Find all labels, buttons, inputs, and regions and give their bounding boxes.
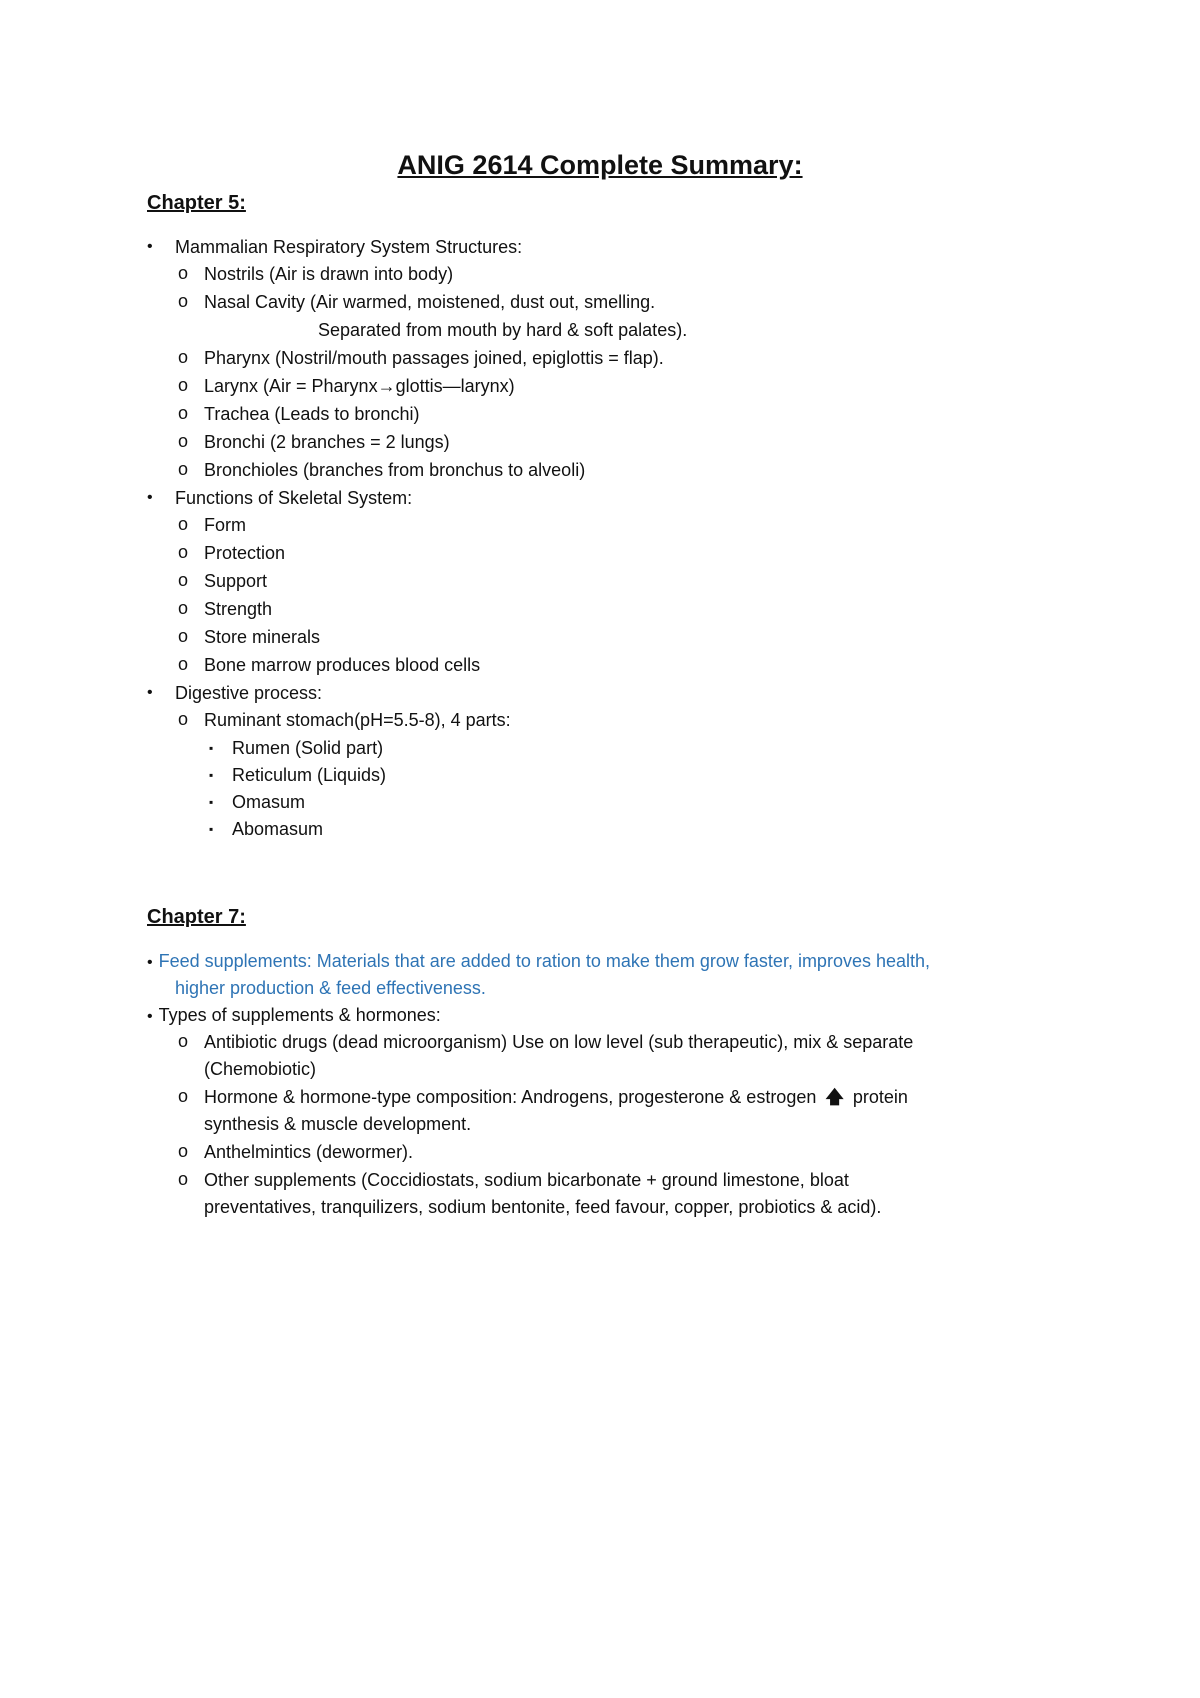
sub-bullet-icon: o — [178, 375, 189, 395]
list-item: o Nasal Cavity (Air warmed, moistened, dust out, smelling. — [178, 291, 656, 312]
list-item-continuation: synthesis & muscle development. — [204, 1114, 472, 1134]
list-item: o Pharynx (Nostril/mouth passages joined, epiglottis = flap). — [178, 347, 664, 368]
sub-bullet-icon: o — [178, 598, 189, 618]
list-item: o Hormone & hormone-type composition: Androgens, progesterone & estrogen 🡅 protein — [178, 1086, 908, 1108]
sub-bullet-icon: o — [178, 514, 189, 534]
sub-bullet-icon: o — [178, 1031, 189, 1051]
sub-bullet-icon: o — [178, 709, 189, 729]
sub-bullet-icon: o — [178, 1141, 189, 1161]
document-page: ANIG 2614 Complete Summary: Chapter 5: • Mammalian Respiratory System Structures: o Nostrils (Air is drawn into body) o Nasal Cavity (Air warmed, moistened, dust out, smelling. Separated from mouth by hard & soft palates). o Pharynx (Nostril/mouth passages joined, epiglottis = flap). o Larynx (Air = Pharynx→glottis—larynx) o Trachea (Leads to bronchi) o Bronchi (2 branches = 2 lungs) o Bronchioles (branches from bronchus to alveoli) • Functions of Skeletal System: o Form o Protection o Support o Strength o Store minerals o Bone marrow produces blood cells • Digestive process: o Ruminant stomach(pH=5.5-8), 4 parts: ▪ Rumen (Solid part) ▪ Reticulum (Liquids) ▪ Omasum ▪ Abomasum Chapter 7: • Feed supplements: Materials that are added to ration to make them grow faster, improves health, higher production & feed effectiveness. • Types of supplements & hormones: o Antibiotic drugs (dead microorganism) Use on low level (sub therapeutic), mix & separate (Chemobiotic) o Hormone & hormone-type composition: Androgens, progesterone & estrogen 🡅 protein synthesis & muscle development. o Anthelmintics (dewormer). o Other supplements (Coccidiostats, sodium bicarbonate + ground limestone, bloat preventatives, tranquilizers, sodium bentonite, feed favour, copper, probiotics & acid). — [0, 0, 1200, 1698]
list-item: o Bone marrow produces blood cells — [178, 654, 481, 675]
square-bullet-icon: ▪ — [209, 768, 214, 782]
sub-bullet-icon: o — [178, 291, 189, 311]
list-item: o Support — [178, 570, 268, 591]
list-item: ▪ Reticulum (Liquids) — [209, 765, 387, 785]
sub-bullet-icon: o — [178, 431, 189, 451]
list-item: ▪ Abomasum — [209, 819, 324, 839]
list-item: ▪ Rumen (Solid part) — [209, 738, 384, 758]
list-item: o Protection — [178, 542, 286, 563]
bullet-icon: • — [147, 1008, 153, 1025]
list-item-feed-supplements: • Feed supplements: Materials that are added to ration to make them grow faster, improves health, — [147, 951, 931, 971]
list-item: o Larynx (Air = Pharynx→glottis—larynx) — [178, 375, 515, 396]
chapter-5-heading: Chapter 5: — [147, 192, 246, 214]
up-arrow-icon: 🡅 — [825, 1087, 844, 1108]
square-bullet-icon: ▪ — [209, 795, 214, 809]
sub-bullet-icon: o — [178, 347, 189, 367]
list-item: o Antibiotic drugs (dead microorganism) Use on low level (sub therapeutic), mix & separate — [178, 1031, 914, 1052]
list-item: o Strength — [178, 598, 273, 619]
bullet-icon: • — [147, 489, 153, 506]
sub-bullet-icon: o — [178, 1169, 189, 1189]
bullet-icon: • — [147, 238, 153, 255]
page-title: ANIG 2614 Complete Summary: — [397, 150, 803, 180]
list-item: o Form — [178, 514, 246, 535]
list-item: o Trachea (Leads to bronchi) — [178, 403, 420, 424]
sub-bullet-icon: o — [178, 542, 189, 562]
list-item: o Ruminant stomach(pH=5.5-8), 4 parts: — [178, 709, 511, 730]
list-item: o Bronchi (2 branches = 2 lungs) — [178, 431, 450, 452]
list-item: o Nostrils (Air is drawn into body) — [178, 263, 454, 284]
bullet-icon: • — [147, 684, 153, 701]
sub-bullet-icon: o — [178, 654, 189, 674]
chapter-7-heading: Chapter 7: — [147, 906, 246, 928]
list-item: o Anthelmintics (dewormer). — [178, 1141, 414, 1162]
list-item-continuation: Separated from mouth by hard & soft palates). — [318, 320, 688, 340]
sub-bullet-icon: o — [178, 570, 189, 590]
bullet-icon: • — [147, 954, 153, 971]
list-item-continuation: preventatives, tranquilizers, sodium bentonite, feed favour, copper, probiotics & acid). — [204, 1197, 882, 1217]
square-bullet-icon: ▪ — [209, 822, 214, 836]
sub-bullet-icon: o — [178, 403, 189, 423]
list-item: o Other supplements (Coccidiostats, sodium bicarbonate + ground limestone, bloat — [178, 1169, 849, 1190]
sub-bullet-icon: o — [178, 263, 189, 283]
sub-bullet-icon: o — [178, 626, 189, 646]
square-bullet-icon: ▪ — [209, 741, 214, 755]
list-item: o Store minerals — [178, 626, 321, 647]
list-item-continuation: higher production & feed effectiveness. — [175, 978, 486, 998]
list-item-continuation: (Chemobiotic) — [204, 1059, 317, 1079]
list-item: • Types of supplements & hormones: — [147, 1005, 441, 1025]
sub-bullet-icon: o — [178, 459, 189, 479]
list-item: ▪ Omasum — [209, 792, 306, 812]
list-item: o Bronchioles (branches from bronchus to alveoli) — [178, 459, 586, 480]
sub-bullet-icon: o — [178, 1086, 189, 1106]
